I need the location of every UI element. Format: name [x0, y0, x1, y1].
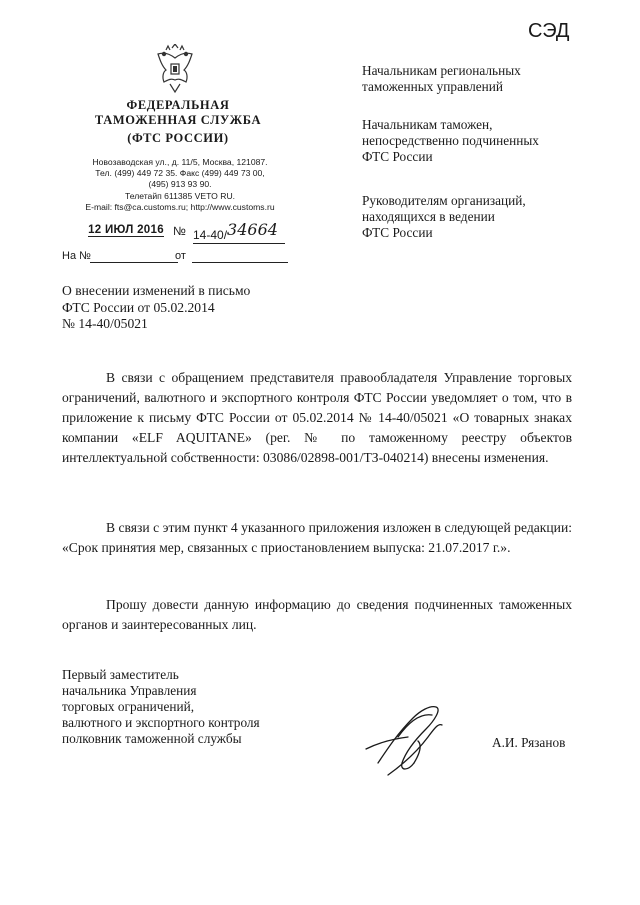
addressee-line: находящихся в ведении	[362, 209, 495, 224]
addressee-line: Руководителям организаций,	[362, 193, 526, 208]
registration-date: 12 ИЮЛ 2016	[88, 224, 164, 236]
contact-address: Новозаводская ул., д. 11/5, Москва, 121087.	[92, 157, 268, 167]
registration-number-label: №	[173, 224, 186, 238]
paragraph-text: В связи с этим пункт 4 указанного приложения изложен в следующей редакции: «Срок принятия мер, связанных с приостановлением выпуска: 21.07.2017 г.».	[62, 520, 572, 555]
signatory-title-line: торговых ограничений,	[62, 699, 195, 714]
contact-block	[50, 157, 310, 213]
addressee-line: таможенных управлений	[362, 79, 503, 94]
sed-mark: СЭД	[528, 20, 570, 42]
handwritten-signature-icon	[358, 693, 468, 783]
subject-line: № 14-40/05021	[62, 316, 148, 331]
reference-date-blank	[192, 262, 288, 263]
org-name-line-2: ТАМОЖЕННАЯ СЛУЖБА	[94, 113, 262, 127]
registration-number-handwritten: 34664	[227, 220, 278, 239]
double-headed-eagle-emblem-icon	[150, 44, 200, 94]
signatory-title-line: полковник таможенной службы	[62, 731, 242, 746]
subject-line: О внесении изменений в письмо	[62, 283, 251, 298]
body-paragraph-2	[62, 518, 572, 558]
org-name-line-1: ФЕДЕРАЛЬНАЯ	[126, 98, 230, 112]
reference-date-label: от	[175, 250, 186, 262]
registration-number-printed: 14-40/	[193, 228, 228, 242]
addressee-organizations	[362, 193, 602, 241]
subject-line: ФТС России от 05.02.2014	[62, 299, 215, 315]
addressee-customs	[362, 117, 602, 165]
addressee-line: ФТС России	[362, 149, 433, 164]
body-paragraph-1	[62, 368, 572, 468]
letter-subject	[62, 283, 250, 333]
registration-line	[62, 220, 292, 242]
addressee-line: Начальникам региональных	[362, 63, 521, 78]
signatory-name: А.И. Рязанов	[492, 735, 566, 750]
addressee-regional	[362, 63, 602, 95]
registration-number	[193, 220, 285, 244]
paragraph-text: В связи с обращением представителя правообладателя Управление торговых ограничений, валютного и экспортного контроля ФТС России уведомляет о том, что в приложение к письму ФТС России от 05.02.2014 № 14-40/05021 «О товарных знаках компании «ELF AQUITANE» (рег. № по таможенному реестру объектов интеллектуальной собственности: 03086/02898-001/ТЗ-040214) внесены изменения.	[62, 370, 572, 465]
signatory-title	[62, 667, 260, 747]
signatory-title-line: начальника Управления	[62, 683, 197, 698]
signatory-title-line: Первый заместитель	[62, 667, 179, 682]
contact-phone-2: (495) 913 93 90.	[148, 179, 212, 190]
body-paragraph-3	[62, 595, 572, 635]
addressee-line: непосредственно подчиненных	[362, 133, 539, 148]
signatory-title-line: валютного и экспортного контроля	[62, 715, 260, 730]
addressee-line: ФТС России	[362, 225, 433, 240]
paragraph-text: Прошу довести данную информацию до сведения подчиненных таможенных органов и заинтересованных лиц.	[62, 597, 572, 632]
reference-number-label: На №	[62, 250, 91, 262]
contact-phone-fax: Тел. (499) 449 72 35. Факс (499) 449 73 00,	[95, 168, 265, 179]
org-abbreviation: (ФТС РОССИИ)	[127, 131, 229, 145]
contact-email-web: E-mail: fts@ca.customs.ru; http://www.customs.ru	[85, 201, 275, 212]
contact-teletype: Телетайп 611385 VETO RU.	[124, 190, 236, 201]
addressee-line: Начальникам таможен,	[362, 117, 493, 132]
reference-number-blank	[90, 262, 178, 263]
